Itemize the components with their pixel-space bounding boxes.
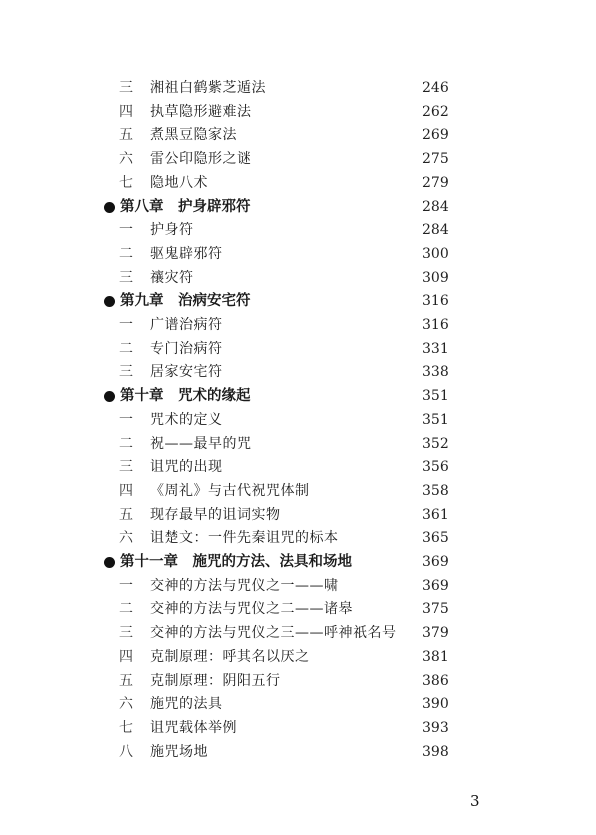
toc-section-row [0, 218, 596, 242]
section-number: 四 [119, 482, 133, 499]
section-number: 一 [119, 577, 133, 594]
section-number: 四 [119, 648, 133, 665]
section-number: 二 [119, 601, 133, 618]
chapter-title: 第九章 治病安宅符 [120, 292, 251, 310]
chapter-bullet-icon [104, 202, 115, 213]
toc-page-number: 393 [422, 719, 449, 736]
section-number: 六 [119, 696, 133, 713]
section-title: 驱鬼辟邪符 [150, 245, 223, 262]
toc-section-row [0, 669, 596, 693]
toc-section-row [0, 716, 596, 740]
toc-page-number: 369 [422, 577, 449, 594]
toc-section-row [0, 147, 596, 171]
section-title: 祝——最早的咒 [150, 435, 252, 452]
toc-page-number: 361 [422, 506, 449, 523]
toc-section-row [0, 621, 596, 645]
toc-section-row [0, 740, 596, 764]
toc-section-row [0, 313, 596, 337]
toc-section-row [0, 574, 596, 598]
toc-page-number: 316 [422, 317, 449, 333]
section-number: 三 [119, 80, 133, 96]
section-title: 克制原理：阴阳五行 [150, 672, 281, 689]
toc-page-number: 284 [422, 198, 449, 215]
section-number: 八 [119, 743, 133, 760]
toc-page-number: 275 [422, 151, 449, 168]
section-title: 交神的方法与咒仪之三——呼神祇名号 [150, 625, 397, 642]
toc-section-row [0, 100, 596, 124]
section-number: 二 [119, 245, 133, 262]
toc-section-row [0, 645, 596, 669]
toc-page-number: 309 [422, 269, 449, 286]
toc-page-number: 398 [422, 743, 449, 760]
toc-page-number: 262 [422, 103, 449, 120]
section-title: 居家安宅符 [150, 364, 223, 381]
toc-page-number: 390 [422, 696, 449, 713]
page-number: 3 [470, 792, 480, 810]
toc-page-number: 279 [422, 174, 449, 191]
section-number: 四 [119, 103, 133, 120]
chapter-title: 第八章 护身辟邪符 [120, 197, 251, 215]
section-number: 一 [119, 411, 133, 428]
toc-chapter-row [0, 289, 596, 313]
toc-section-row [0, 503, 596, 527]
section-number: 五 [119, 127, 133, 144]
toc-section-row [0, 597, 596, 621]
section-number: 七 [119, 174, 133, 191]
section-title: 执草隐形避难法 [150, 103, 252, 120]
section-title: 诅咒的出现 [150, 459, 223, 476]
section-title: 现存最早的诅词实物 [150, 506, 281, 523]
section-number: 三 [119, 459, 133, 476]
toc-page-number: 365 [422, 530, 449, 547]
section-title: 克制原理：呼其名以厌之 [150, 648, 310, 665]
section-number: 三 [119, 625, 133, 642]
toc-section-row [0, 360, 596, 384]
section-number: 三 [119, 269, 133, 286]
toc-page-number: 351 [422, 388, 449, 405]
toc-page-number: 269 [422, 127, 449, 144]
section-number: 六 [119, 151, 133, 168]
section-number: 一 [119, 222, 133, 239]
toc-page-number: 246 [422, 80, 449, 96]
section-number: 一 [119, 317, 133, 333]
section-title: 禳灾符 [150, 269, 194, 286]
section-title: 专门治病符 [150, 340, 223, 357]
toc-page-number: 352 [422, 435, 449, 452]
toc-page-number: 284 [422, 222, 449, 239]
section-number: 五 [119, 506, 133, 523]
toc-page-number: 379 [422, 625, 449, 642]
chapter-bullet-icon [104, 557, 115, 568]
section-title: 《周礼》与古代祝咒体制 [150, 482, 310, 499]
section-title: 雷公印隐形之谜 [150, 151, 252, 168]
toc-chapter-row [0, 195, 596, 219]
section-title: 交神的方法与咒仪之一——啸 [150, 577, 339, 594]
toc-section-row [0, 479, 596, 503]
section-number: 三 [119, 364, 133, 381]
section-title: 施咒的法具 [150, 696, 223, 713]
section-number: 七 [119, 719, 133, 736]
toc-section-row [0, 242, 596, 266]
toc-page-number: 358 [422, 482, 449, 499]
toc-page-number: 356 [422, 459, 449, 476]
toc-chapter-row [0, 550, 596, 574]
toc-section-row [0, 455, 596, 479]
section-title: 隐地八术 [150, 174, 208, 191]
toc-page-number: 331 [422, 340, 449, 357]
toc-section-row [0, 171, 596, 195]
toc-page-number: 316 [422, 293, 449, 310]
section-title: 护身符 [150, 222, 194, 239]
section-title: 诅楚文：一件先秦诅咒的标本 [150, 530, 339, 547]
toc-page-number: 381 [422, 648, 449, 665]
section-title: 施咒场地 [150, 743, 208, 760]
toc-chapter-row [0, 384, 596, 408]
toc-page-number: 300 [422, 245, 449, 262]
chapter-bullet-icon [104, 296, 115, 307]
section-title: 广谱治病符 [150, 317, 223, 333]
section-title: 煮黑豆隐家法 [150, 127, 237, 144]
toc-page-number: 369 [422, 554, 449, 570]
toc-section-row [0, 266, 596, 290]
section-number: 六 [119, 530, 133, 547]
chapter-bullet-icon [104, 391, 115, 402]
toc-page-number: 375 [422, 601, 449, 618]
section-title: 咒术的定义 [150, 411, 223, 428]
toc-page-number: 386 [422, 672, 449, 689]
toc-section-row [0, 123, 596, 147]
toc-section-row [0, 76, 596, 100]
section-number: 二 [119, 435, 133, 452]
toc-section-row [0, 432, 596, 456]
toc-section-row [0, 408, 596, 432]
chapter-title: 第十章 咒术的缘起 [120, 387, 251, 405]
chapter-title: 第十一章 施咒的方法、法具和场地 [120, 553, 352, 570]
section-title: 交神的方法与咒仪之二——诸皋 [150, 601, 353, 618]
toc-section-row [0, 692, 596, 716]
section-number: 五 [119, 672, 133, 689]
toc-section-row [0, 337, 596, 361]
toc-page-number: 351 [422, 411, 449, 428]
section-title: 诅咒载体举例 [150, 719, 237, 736]
toc-page-number: 338 [422, 364, 449, 381]
section-title: 湘祖白鹤紫芝遁法 [150, 80, 266, 96]
toc-section-row [0, 526, 596, 550]
section-number: 二 [119, 340, 133, 357]
